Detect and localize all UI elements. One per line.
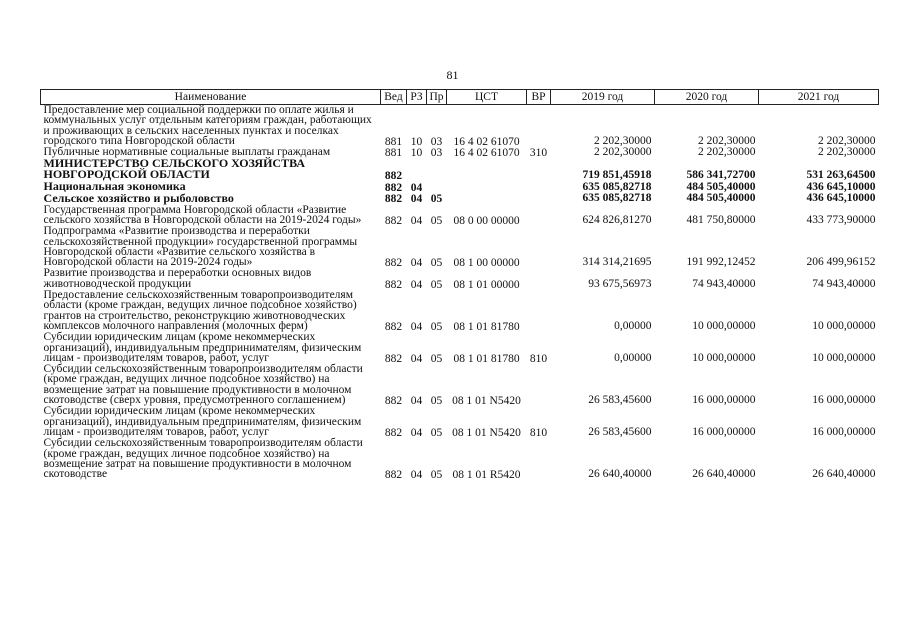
row-vr <box>527 290 551 332</box>
row-ved: 882 <box>384 426 403 439</box>
row-ved: 881 <box>384 147 403 160</box>
row-rz: 04 <box>410 214 423 227</box>
table-row <box>41 205 879 227</box>
row-cst: 16 4 02 61070 <box>453 147 520 160</box>
row-2021: 26 640,40000 <box>812 468 876 481</box>
row-rz: 04 <box>410 257 423 270</box>
row-2019: 26 583,45600 <box>588 394 652 407</box>
row-name: Национальная экономика <box>43 179 186 194</box>
row-cst: 08 1 01 N5420 <box>452 395 521 408</box>
row-2019: 26 583,45600 <box>588 425 652 438</box>
row-vr <box>527 193 551 205</box>
row-pr: 05 <box>430 214 443 227</box>
row-name: Предоставление мер социальной поддержки по оплате жилья и коммунальных услуг отдельным категориям граждан, работающих и проживающих в сельских населенных пунктах и поселках городского типа Новгородской области <box>43 104 372 147</box>
row-2020: 10 000,00000 <box>692 351 756 364</box>
row-cst <box>447 158 527 181</box>
row-name: Субсидии сельскохозяйственным товаропроизводителям области (кроме граждан, ведущих личное подсобное хозяйство) на возмещение затрат на повышение продуктивности в молочном скотоводстве (сверх уровня, предусмотренного соглашением) <box>43 363 363 407</box>
row-name: МИНИСТЕРСТВО СЕЛЬСКОГО ХОЗЯЙСТВА НОВГОРОДСКОЙ ОБЛАСТИ <box>43 156 305 182</box>
row-rz: 04 <box>410 426 423 439</box>
row-2021: 2 202,30000 <box>818 146 876 159</box>
row-cst: 08 1 01 R5420 <box>452 469 521 482</box>
row-pr: 05 <box>430 395 443 408</box>
row-2019: 635 085,82718 <box>582 180 652 193</box>
row-rz: 04 <box>410 395 423 408</box>
row-rz: 04 <box>410 278 423 291</box>
row-2019: 2 202,30000 <box>594 134 652 147</box>
row-2021: 10 000,00000 <box>812 319 876 332</box>
budget-table <box>40 89 879 480</box>
row-2019: 0,00000 <box>614 319 652 332</box>
row-2020: 10 000,00000 <box>692 319 756 332</box>
row-ved: 882 <box>384 320 403 333</box>
table-row <box>41 226 879 268</box>
table-row <box>41 364 879 406</box>
row-2019: 314 314,21695 <box>582 256 652 269</box>
table-row <box>41 332 879 364</box>
row-rz: 04 <box>410 193 423 206</box>
header-cst: ЦСТ <box>447 90 527 105</box>
row-2019: 624 826,81270 <box>582 213 652 226</box>
row-vr <box>527 438 551 480</box>
header-vr: ВР <box>527 90 551 105</box>
row-rz: 04 <box>410 352 423 365</box>
row-ved: 882 <box>384 469 403 482</box>
header-2019: 2019 год <box>551 90 655 105</box>
table-row <box>41 268 879 290</box>
row-rz <box>407 158 427 181</box>
row-ved: 882 <box>384 181 403 194</box>
row-rz: 10 <box>410 135 423 148</box>
row-2021: 433 773,90000 <box>806 213 876 226</box>
row-2021: 436 645,10000 <box>806 192 876 205</box>
row-ved: 882 <box>384 214 403 227</box>
row-pr: 05 <box>430 352 443 365</box>
row-2020: 16 000,00000 <box>692 394 756 407</box>
table-row <box>41 158 879 181</box>
row-2019: 635 085,82718 <box>582 192 652 205</box>
row-vr <box>527 268 551 290</box>
header-name: Наименование <box>41 90 381 105</box>
row-pr: 05 <box>430 278 443 291</box>
row-pr <box>427 181 447 193</box>
header-2021: 2021 год <box>759 90 879 105</box>
row-ved: 882 <box>384 395 403 408</box>
table-row <box>41 105 879 148</box>
row-2019: 719 851,45918 <box>582 168 652 181</box>
row-2020: 2 202,30000 <box>698 146 756 159</box>
row-2021: 206 499,96152 <box>806 256 876 269</box>
row-vr: 810 <box>529 426 548 439</box>
row-ved: 882 <box>384 352 403 365</box>
row-2020: 481 750,80000 <box>686 213 756 226</box>
row-2020: 74 943,40000 <box>692 277 756 290</box>
row-pr <box>427 158 447 181</box>
row-rz: 04 <box>410 181 423 194</box>
header-ved: Вед <box>381 90 407 105</box>
row-cst: 08 1 00 00000 <box>453 257 520 270</box>
table-row <box>41 290 879 332</box>
row-2021: 531 263,64500 <box>806 168 876 181</box>
header-rz: РЗ <box>407 90 427 105</box>
row-name: Подпрограмма «Развитие производства и переработки сельскохозяйственной продукции» государственной программы Новгородской области «Развитие сельского хозяйства в Новгородской области на 2019-2024 годы» <box>43 225 358 269</box>
row-cst: 08 1 01 00000 <box>453 278 520 291</box>
row-vr <box>527 205 551 227</box>
row-cst <box>447 181 527 193</box>
row-2021: 2 202,30000 <box>818 134 876 147</box>
header-pr: Пр <box>427 90 447 105</box>
row-pr: 05 <box>430 426 443 439</box>
row-cst: 08 1 01 81780 <box>453 320 520 333</box>
row-name: Развитие производства и переработки основных видов животноводческой продукции <box>43 267 312 290</box>
row-cst <box>447 193 527 205</box>
row-vr: 310 <box>529 147 548 160</box>
row-rz: 04 <box>410 320 423 333</box>
row-2020: 26 640,40000 <box>692 468 756 481</box>
row-pr: 05 <box>430 469 443 482</box>
row-name: Субсидии юридическим лицам (кроме некоммерческих организаций), индивидуальным предпринимателям, физическим лицам - производителям товаров, работ, услуг <box>43 405 362 438</box>
table-row <box>41 438 879 480</box>
row-name: Сельское хозяйство и рыболовство <box>43 190 234 205</box>
row-vr <box>527 226 551 268</box>
row-vr <box>527 105 551 148</box>
row-2020: 191 992,12452 <box>686 256 756 269</box>
row-2019: 26 640,40000 <box>588 468 652 481</box>
row-2019: 0,00000 <box>614 351 652 364</box>
row-vr: 810 <box>529 352 548 365</box>
row-2021: 74 943,40000 <box>812 277 876 290</box>
row-name: Субсидии юридическим лицам (кроме некоммерческих организаций), индивидуальным предпринимателям, физическим лицам - производителям товаров, работ, услуг <box>43 331 362 364</box>
row-name: Государственная программа Новгородской области «Развитие сельского хозяйства в Новгородской области на 2019-2024 годы» <box>43 203 362 226</box>
row-vr <box>527 158 551 181</box>
row-pr: 05 <box>430 193 443 206</box>
row-cst: 08 1 01 81780 <box>453 352 520 365</box>
row-ved: 882 <box>384 257 403 270</box>
header-2020: 2020 год <box>655 90 759 105</box>
page-number: 81 <box>446 68 459 82</box>
row-ved: 882 <box>384 193 403 206</box>
row-pr: 05 <box>430 257 443 270</box>
row-pr: 03 <box>430 135 443 148</box>
row-2019: 93 675,56973 <box>588 277 652 290</box>
row-vr <box>527 364 551 406</box>
row-cst: 08 1 01 N5420 <box>452 426 521 439</box>
row-cst: 08 0 00 00000 <box>453 214 520 227</box>
row-rz: 04 <box>410 469 423 482</box>
row-2021: 16 000,00000 <box>812 394 876 407</box>
row-2019: 2 202,30000 <box>594 146 652 159</box>
row-name: Субсидии сельскохозяйственным товаропроизводителям области (кроме граждан, ведущих личное подсобное хозяйство) на возмещение затрат на повышение продуктивности в молочном скотоводстве <box>43 437 363 481</box>
row-2020: 484 505,40000 <box>686 180 756 193</box>
row-vr <box>527 181 551 193</box>
row-ved: 881 <box>384 135 403 148</box>
row-pr: 03 <box>430 147 443 160</box>
row-name: Публичные нормативные социальные выплаты гражданам <box>43 146 331 159</box>
row-ved: 882 <box>384 169 403 182</box>
row-2020: 16 000,00000 <box>692 425 756 438</box>
row-rz: 10 <box>410 147 423 160</box>
row-cst: 16 4 02 61070 <box>453 135 520 148</box>
row-name: Предоставление сельскохозяйственным товаропроизводителям области (кроме граждан, ведущих личное подсобное хозяйство) грантов на строительство, реконструкцию животноводческих комплексов молочного направления (молочных ферм) <box>43 289 357 332</box>
row-ved: 882 <box>384 278 403 291</box>
row-2020: 2 202,30000 <box>698 134 756 147</box>
table-header-row <box>41 90 879 105</box>
row-pr: 05 <box>430 320 443 333</box>
row-2021: 10 000,00000 <box>812 351 876 364</box>
row-2020: 484 505,40000 <box>686 192 756 205</box>
table-row <box>41 406 879 438</box>
row-2020: 586 341,72700 <box>686 168 756 181</box>
row-2021: 16 000,00000 <box>812 425 876 438</box>
row-2021: 436 645,10000 <box>806 180 876 193</box>
table-row <box>41 193 879 205</box>
